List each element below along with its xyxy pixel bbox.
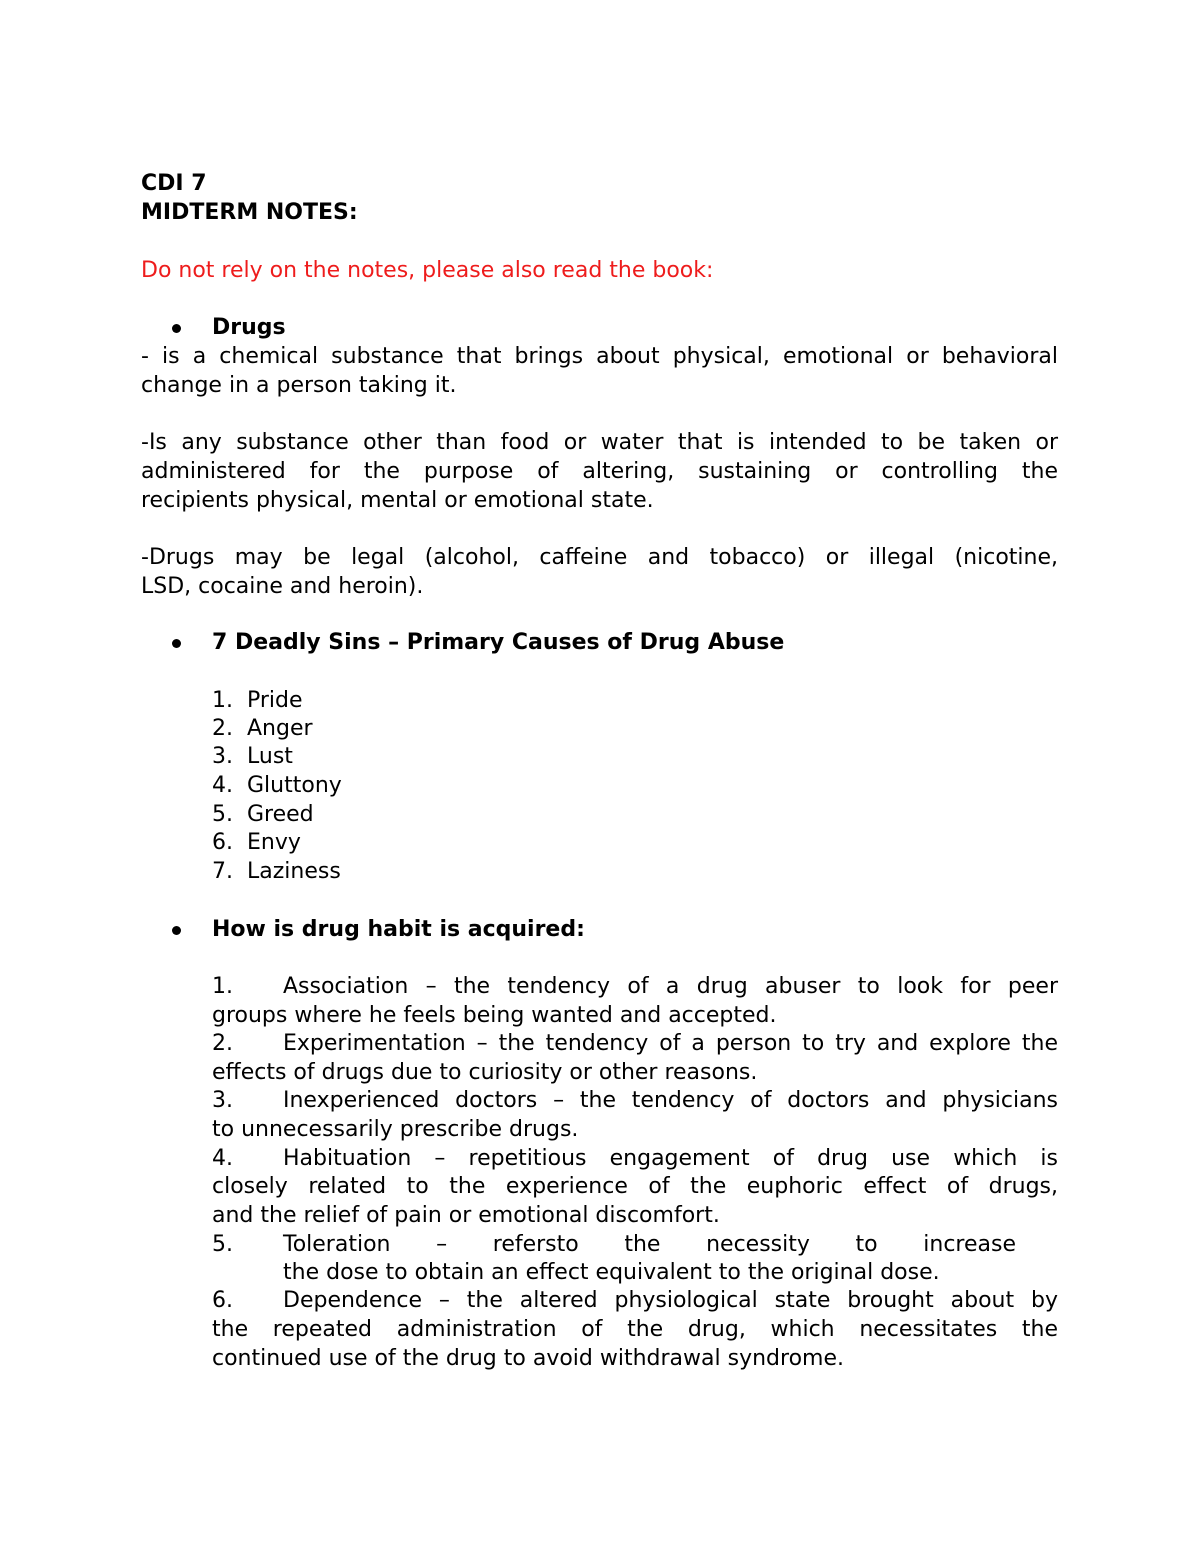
sin-number: 3. [212, 744, 233, 769]
drugs-definition-1-line-2: change in a person taking it. [141, 373, 457, 398]
drugs-definition-2-line-2: administered for the purpose of altering, sustaining or controlling the [141, 459, 1058, 484]
habit-heading: How is drug habit is acquired: [212, 917, 585, 942]
drugs-definition-1-line-1: - is a chemical substance that brings about physical, emotional or behavioral [141, 344, 1058, 369]
habit-number: 6. [212, 1288, 233, 1313]
drugs-definition-3-line-1: -Drugs may be legal (alcohol, caffeine and tobacco) or illegal (nicotine, [141, 545, 1058, 570]
sin-number: 2. [212, 716, 233, 741]
habit-item-continuation: closely related to the experience of the euphoric effect of drugs, [212, 1174, 1058, 1199]
drugs-heading: Drugs [212, 315, 286, 340]
habit-item-association: Association – the tendency of a drug abuser to look for peer [283, 974, 1058, 999]
habit-number: 5. [212, 1232, 233, 1257]
habit-item-continuation: effects of drugs due to curiosity or other reasons. [212, 1060, 758, 1085]
habit-number: 4. [212, 1146, 233, 1171]
sin-item: Laziness [247, 859, 341, 884]
habit-item-continuation: the dose to obtain an effect equivalent to the original dose. [283, 1260, 940, 1285]
habit-item-dependence: Dependence – the altered physiological state brought about by [283, 1288, 1058, 1313]
habit-number: 3. [212, 1088, 233, 1113]
bullet-icon [172, 639, 181, 648]
drugs-definition-2-line-1: -Is any substance other than food or water that is intended to be taken or [141, 430, 1058, 455]
bullet-icon [172, 324, 181, 333]
habit-item-continuation: the repeated administration of the drug, which necessitates the [212, 1317, 1058, 1342]
sin-number: 4. [212, 773, 233, 798]
sin-item: Lust [247, 744, 293, 769]
sin-item: Anger [247, 716, 313, 741]
sin-number: 6. [212, 830, 233, 855]
notes-title: MIDTERM NOTES: [141, 200, 358, 225]
sins-heading: 7 Deadly Sins – Primary Causes of Drug Abuse [212, 630, 785, 655]
sin-item: Greed [247, 802, 314, 827]
sin-number: 1. [212, 688, 233, 713]
habit-item-continuation: groups where he feels being wanted and accepted. [212, 1003, 777, 1028]
habit-item-inexperienced-doctors: Inexperienced doctors – the tendency of doctors and physicians [283, 1088, 1058, 1113]
drugs-definition-2-line-3: recipients physical, mental or emotional state. [141, 488, 654, 513]
habit-number: 2. [212, 1031, 233, 1056]
habit-number: 1. [212, 974, 233, 999]
habit-item-continuation: and the relief of pain or emotional discomfort. [212, 1203, 720, 1228]
sin-item: Pride [247, 688, 303, 713]
warning-note: Do not rely on the notes, please also read the book: [141, 258, 714, 283]
habit-item-experimentation: Experimentation – the tendency of a person to try and explore the [283, 1031, 1058, 1056]
drugs-definition-3-line-2: LSD, cocaine and heroin). [141, 574, 424, 599]
bullet-icon [172, 926, 181, 935]
sin-number: 7. [212, 859, 233, 884]
habit-item-habituation: Habituation – repetitious engagement of drug use which is [283, 1146, 1058, 1171]
habit-item-continuation: to unnecessarily prescribe drugs. [212, 1117, 579, 1142]
habit-item-toleration: Toleration – refersto the necessity to increase [283, 1232, 1016, 1257]
sin-item: Envy [247, 830, 301, 855]
sin-number: 5. [212, 802, 233, 827]
course-title: CDI 7 [141, 171, 207, 196]
habit-item-continuation: continued use of the drug to avoid withdrawal syndrome. [212, 1346, 844, 1371]
sin-item: Gluttony [247, 773, 342, 798]
